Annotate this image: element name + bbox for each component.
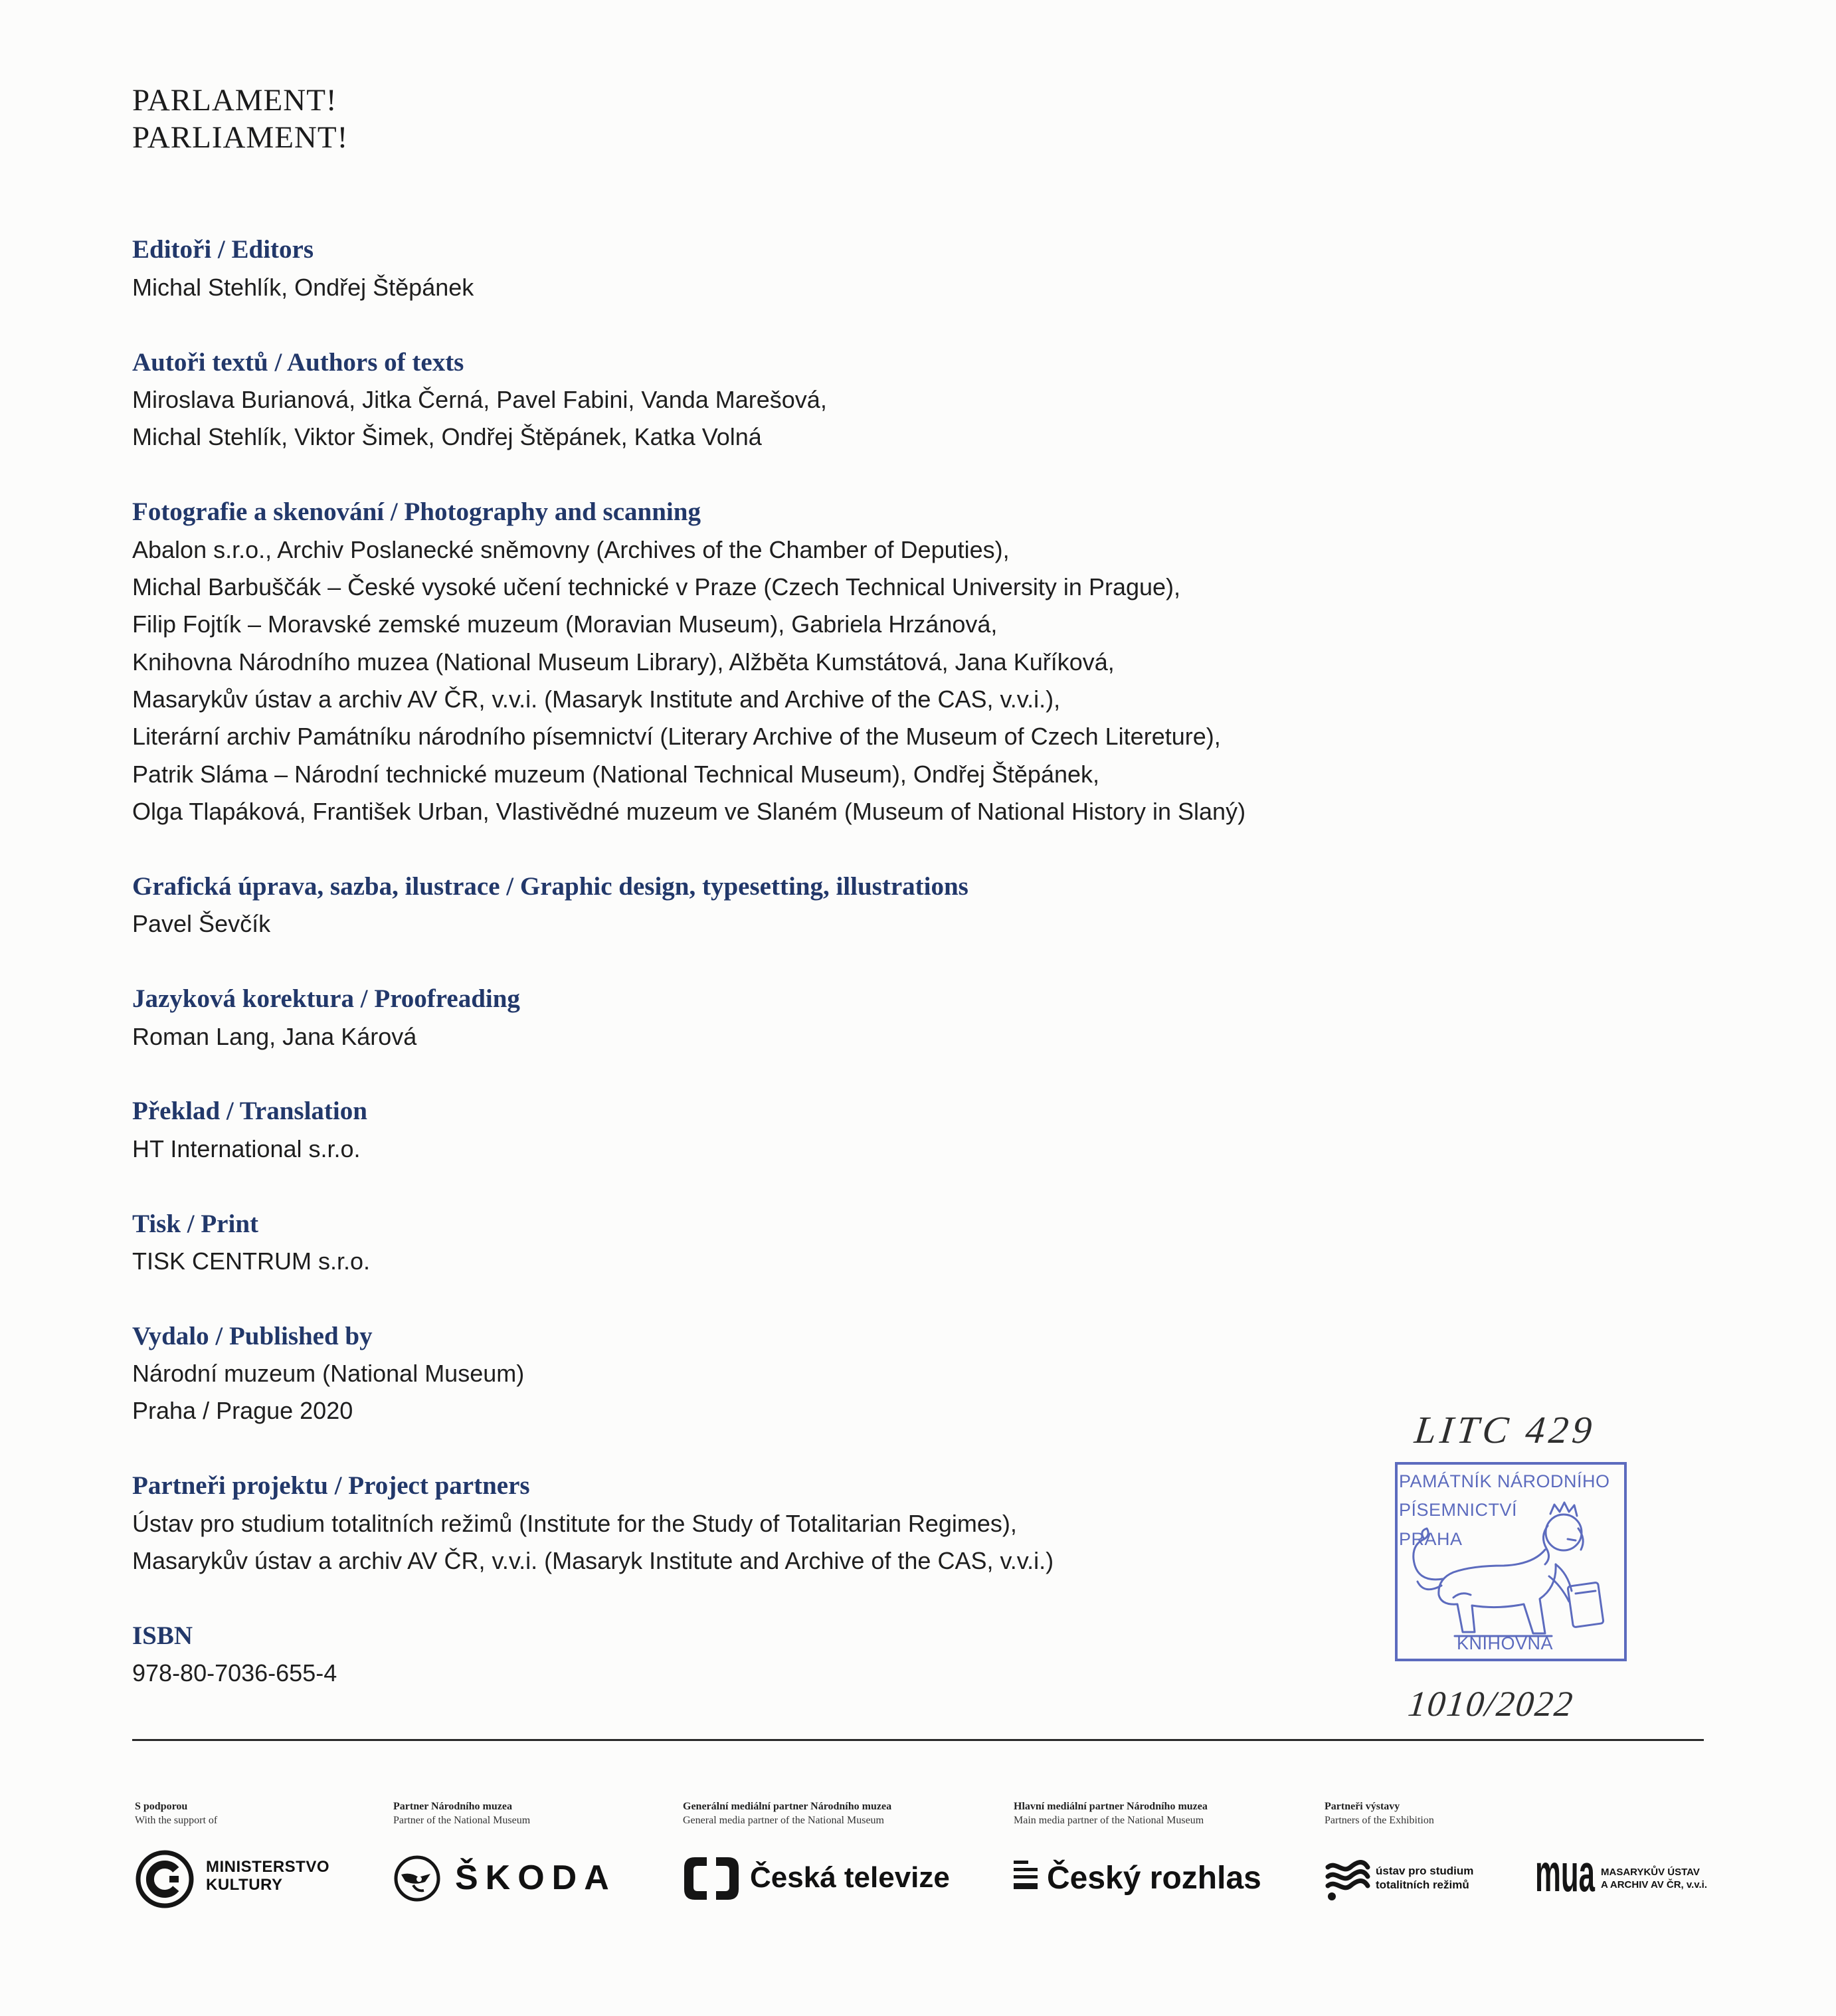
handwritten-shelfmark: LITC 429 — [1412, 1408, 1598, 1451]
isbn-number: 978-80-7036-655-4 — [132, 1659, 337, 1687]
credit-line: Michal Stehlík, Ondřej Štěpánek — [132, 273, 474, 301]
credit-line: Ústav pro studium totalitních režimů (Institute for the Study of Totalitarian Regimes), — [132, 1509, 1017, 1537]
credit-heading: Překlad / Translation — [132, 1097, 367, 1126]
credit-line: Miroslava Burianová, Jitka Černá, Pavel Fabini, Vanda Marešová, — [132, 385, 827, 413]
title-english: PARLIAMENT! — [132, 120, 349, 155]
book-title — [132, 82, 1245, 157]
stamp-line: PAMÁTNÍK NÁRODNÍHO — [1399, 1471, 1610, 1491]
credit-print — [132, 1206, 1245, 1281]
credit-authors — [132, 344, 1245, 456]
credit-line: Abalon s.r.o., Archiv Poslanecké sněmovny (Archives of the Chamber of Deputies), — [132, 535, 1010, 563]
ceska-televize-logo-text: Česká televize — [750, 1861, 950, 1894]
ministry-of-culture-logo-icon — [135, 1849, 195, 1909]
credit-line: Národní muzeum (National Museum) — [132, 1360, 525, 1388]
logo-text-line: ústav pro studium — [1376, 1865, 1474, 1877]
ustr-logo-icon — [1325, 1859, 1371, 1902]
credit-heading: Partneři projektu / Project partners — [132, 1471, 530, 1501]
partner-label-en: Partners of the Exhibition — [1325, 1815, 1434, 1826]
credit-heading: ISBN — [132, 1621, 193, 1650]
cesky-rozhlas-logo-text: Český rozhlas — [1047, 1861, 1261, 1896]
logo-text-line: MASARYKŮV ÚSTAV — [1601, 1867, 1700, 1878]
logo-text-line: MINISTERSTVO — [206, 1858, 330, 1876]
divider-rule — [132, 1739, 1704, 1741]
ministry-of-culture-logo-text — [206, 1858, 329, 1894]
partner-label-general-media — [683, 1799, 891, 1827]
credit-heading: Jazyková korektura / Proofreading — [132, 984, 520, 1014]
partner-label-cs: S podporou — [135, 1801, 188, 1812]
logo-text-line: A ARCHIV AV ČR, v.v.i. — [1601, 1879, 1708, 1890]
partner-label-exhibition — [1325, 1799, 1434, 1827]
partner-label-main-media — [1014, 1799, 1208, 1827]
credit-heading: Editoři / Editors — [132, 235, 314, 264]
skoda-logo-text: ŠKODA — [455, 1859, 616, 1897]
logo-text-line: totalitních režimů — [1376, 1879, 1469, 1891]
partner-label-en: With the support of — [135, 1815, 218, 1826]
stamp-footer: KNIHOVNA — [1457, 1633, 1554, 1653]
credit-line: Knihovna Národního muzea (National Museum Library), Alžběta Kumstátová, Jana Kuříková, — [132, 648, 1115, 676]
ceska-televize-logo-icon — [683, 1856, 740, 1901]
credit-heading: Autoři textů / Authors of texts — [132, 347, 464, 377]
credit-heading: Tisk / Print — [132, 1209, 258, 1238]
stamp-line: PÍSEMNICTVÍ — [1399, 1500, 1518, 1520]
credit-line: Roman Lang, Jana Kárová — [132, 1022, 417, 1050]
partner-label-cs: Partneři výstavy — [1325, 1801, 1400, 1812]
credit-line: TISK CENTRUM s.r.o. — [132, 1247, 371, 1275]
ustr-logo-text — [1376, 1864, 1473, 1892]
mua-logo-text — [1601, 1866, 1707, 1891]
credit-line: Literární archiv Památníku národního písemnictví (Literary Archive of the Museum of Czech Litereture), — [132, 723, 1221, 751]
partner-label-en: Main media partner of the National Museum — [1014, 1815, 1204, 1826]
logo-text-line: KULTURY — [206, 1876, 283, 1894]
credit-heading: Vydalo / Published by — [132, 1321, 373, 1350]
credit-line: Pavel Ševčík — [132, 910, 271, 938]
credit-line: Olga Tlapáková, František Urban, Vlastivědné muzeum ve Slaném (Museum of National History in Slaný) — [132, 798, 1246, 826]
credit-translation — [132, 1093, 1245, 1168]
credit-line: Masarykův ústav a archiv AV ČR, v.v.i. (Masaryk Institute and Archive of the CAS, v.v.i.), — [132, 686, 1061, 713]
credit-heading: Grafická úprava, sazba, ilustrace / Graphic design, typesetting, illustrations — [132, 872, 968, 901]
credit-photography — [132, 494, 1245, 831]
cesky-rozhlas-logo-icon — [1014, 1858, 1038, 1895]
credit-line: Patrik Sláma – Národní technické muzeum (National Technical Museum), Ondřej Štěpánek, — [132, 760, 1100, 788]
credit-proofreading — [132, 980, 1245, 1055]
credit-line: Michal Stehlík, Viktor Šimek, Ondřej Štěpánek, Katka Volná — [132, 423, 762, 451]
partner-label-en: General media partner of the National Museum — [683, 1815, 884, 1826]
mua-logo-icon — [1534, 1861, 1596, 1892]
lion-stamp-icon — [1398, 1465, 1624, 1659]
partner-label-en: Partner of the National Museum — [393, 1815, 531, 1826]
credit-line: Masarykův ústav a archiv AV ČR, v.v.i. (Masaryk Institute and Archive of the CAS, v.v.i.) — [132, 1547, 1054, 1575]
title-czech: PARLAMENT! — [132, 82, 337, 118]
handwritten-accession-number: 1010/2022 — [1406, 1684, 1576, 1724]
credit-line: Filip Fojtík – Moravské zemské muzeum (Moravian Museum), Gabriela Hrzánová, — [132, 610, 998, 638]
skoda-logo-icon — [393, 1855, 441, 1902]
credit-line: HT International s.r.o. — [132, 1135, 361, 1162]
credit-editors — [132, 231, 1245, 306]
partner-label-museum-partner — [393, 1799, 530, 1827]
credit-line: Michal Barbuščák – České vysoké učení technické v Praze (Czech Technical University in Prague), — [132, 573, 1181, 600]
credit-project-partners — [132, 1467, 1245, 1580]
credit-publisher — [132, 1318, 1245, 1430]
credit-isbn — [132, 1617, 1245, 1693]
partner-label-cs: Hlavní mediální partner Národního muzea — [1014, 1801, 1208, 1812]
credits-column — [132, 82, 1245, 1730]
library-stamp — [1395, 1462, 1627, 1661]
partner-label-cs: Partner Národního muzea — [393, 1801, 512, 1812]
credit-heading: Fotografie a skenování / Photography and scanning — [132, 498, 701, 527]
stamp-line: PRAHA — [1399, 1529, 1463, 1549]
mua-logo-mark: mua — [1535, 1861, 1596, 1892]
credit-line: Praha / Prague 2020 — [132, 1397, 353, 1425]
partner-label-cs: Generální mediální partner Národního muzea — [683, 1801, 892, 1812]
credit-graphic-design — [132, 868, 1245, 943]
partner-label-support — [135, 1799, 217, 1827]
